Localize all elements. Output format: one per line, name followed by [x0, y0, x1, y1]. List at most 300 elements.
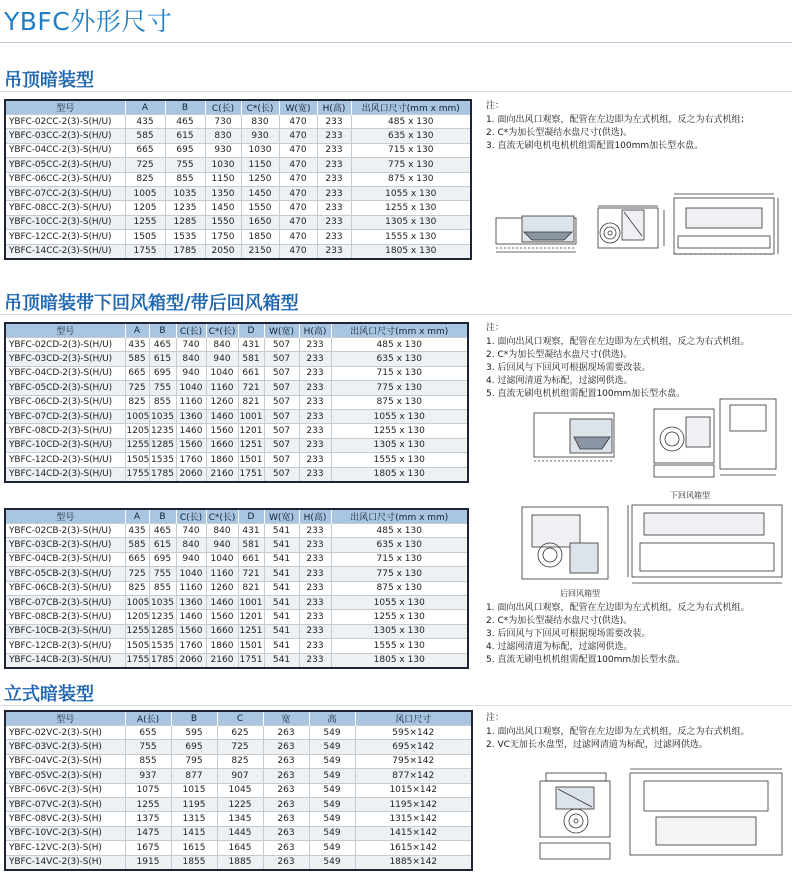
value-cell: 595×142	[355, 726, 472, 740]
value-cell: 585	[125, 129, 165, 143]
section-title-return-box: 吊顶暗装带下回风箱型/带后回风箱型	[4, 293, 299, 314]
notes-title: 注：	[486, 713, 505, 723]
model-cell: YBFC-07CD-2(3)-S(H/U)	[5, 409, 125, 423]
value-cell: 940	[206, 538, 238, 552]
value-cell: 635 x 130	[351, 129, 471, 143]
model-cell: YBFC-05CC-2(3)-S(H/U)	[5, 158, 125, 172]
section-divider	[0, 705, 792, 706]
table-row	[5, 595, 468, 609]
column-header: 出风口尺寸(mm x mm)	[331, 323, 468, 338]
value-cell: 775 x 130	[331, 567, 468, 581]
value-cell: 1855	[171, 855, 217, 870]
table-row	[5, 624, 468, 638]
table-row	[5, 754, 472, 768]
table-header-row	[5, 509, 468, 524]
rear-return-drawing	[514, 503, 786, 587]
table-row	[5, 855, 472, 870]
column-header: 宽	[263, 711, 309, 726]
note-item: 2. C*为加长型凝结水盘尺寸(供选)。	[486, 350, 633, 360]
value-cell: 1860	[206, 639, 238, 653]
value-cell: 830	[205, 129, 241, 143]
value-cell: 715 x 130	[331, 552, 468, 566]
value-cell: 507	[264, 338, 299, 352]
value-cell: 1885	[217, 855, 263, 870]
value-cell: 821	[238, 395, 264, 409]
table-row	[5, 726, 472, 740]
value-cell: 1005	[125, 409, 149, 423]
value-cell: 1915	[125, 855, 171, 870]
value-cell: 431	[238, 338, 264, 352]
unit-side-drawing	[494, 188, 784, 268]
value-cell: 507	[264, 424, 299, 438]
table-row	[5, 826, 472, 840]
value-cell: 1805 x 130	[351, 244, 471, 259]
value-cell: 661	[238, 366, 264, 380]
value-cell: 263	[263, 812, 309, 826]
value-cell: 1055 x 130	[331, 409, 468, 423]
value-cell: 585	[125, 538, 149, 552]
value-cell: 2150	[241, 244, 279, 259]
value-cell: 1360	[176, 409, 206, 423]
value-cell: 875 x 130	[331, 395, 468, 409]
value-cell: 233	[299, 352, 331, 366]
value-cell: 465	[165, 115, 205, 129]
table-row	[5, 769, 472, 783]
note-item: 5. 直流无刷电机机组需配置100mm加长型水盘。	[486, 389, 686, 399]
table-row	[5, 639, 468, 653]
value-cell: 1285	[165, 215, 205, 229]
value-cell: 507	[264, 366, 299, 380]
value-cell: 233	[317, 115, 351, 129]
value-cell: 1030	[205, 158, 241, 172]
value-cell: 1785	[149, 467, 176, 482]
value-cell: 541	[264, 538, 299, 552]
model-cell: YBFC-06CD-2(3)-S(H/U)	[5, 395, 125, 409]
value-cell: 655	[125, 726, 171, 740]
model-cell: YBFC-07CC-2(3)-S(H/U)	[5, 186, 125, 200]
value-cell: 1035	[149, 595, 176, 609]
value-cell: 825	[125, 395, 149, 409]
value-cell: 1205	[125, 610, 149, 624]
column-header: 型号	[5, 509, 125, 524]
note-item: 2. C*为加长型凝结水盘尺寸(供选)。	[486, 616, 633, 626]
value-cell: 615	[165, 129, 205, 143]
value-cell: 695	[149, 366, 176, 380]
value-cell: 1255 x 130	[331, 610, 468, 624]
value-cell: 1860	[206, 453, 238, 467]
value-cell: 233	[299, 567, 331, 581]
value-cell: 233	[317, 230, 351, 244]
value-cell: 1550	[205, 215, 241, 229]
value-cell: 470	[279, 230, 317, 244]
value-cell: 625	[217, 726, 263, 740]
value-cell: 1345	[217, 812, 263, 826]
value-cell: 755	[165, 158, 205, 172]
table-row	[5, 215, 471, 229]
value-cell: 1315	[171, 812, 217, 826]
value-cell: 233	[299, 467, 331, 482]
value-cell: 930	[241, 129, 279, 143]
model-cell: YBFC-10CD-2(3)-S(H/U)	[5, 438, 125, 452]
table-header-row	[5, 323, 468, 338]
value-cell: 470	[279, 215, 317, 229]
table-row	[5, 230, 471, 244]
value-cell: 549	[309, 841, 355, 855]
value-cell: 1040	[206, 552, 238, 566]
note-item: 5. 直流无刷电机机组需配置100mm加长型水盘。	[486, 655, 686, 665]
model-cell: YBFC-04CB-2(3)-S(H/U)	[5, 552, 125, 566]
column-header: C(长)	[205, 100, 241, 115]
model-cell: YBFC-12CD-2(3)-S(H/U)	[5, 453, 125, 467]
value-cell: 233	[299, 409, 331, 423]
value-cell: 1475	[125, 826, 171, 840]
value-cell: 1015×142	[355, 783, 472, 797]
value-cell: 1460	[176, 610, 206, 624]
spec-table-ceiling-concealed	[4, 99, 472, 260]
page-title: YBFC外形尺寸	[4, 7, 173, 36]
table-row	[5, 186, 471, 200]
model-cell: YBFC-02CB-2(3)-S(H/U)	[5, 524, 125, 538]
value-cell: 875 x 130	[351, 172, 471, 186]
model-cell: YBFC-05CB-2(3)-S(H/U)	[5, 567, 125, 581]
table-header-row	[5, 711, 472, 726]
table-row	[5, 409, 468, 423]
model-cell: YBFC-14VC-2(3)-S(H)	[5, 855, 125, 870]
value-cell: 541	[264, 524, 299, 538]
value-cell: 233	[299, 366, 331, 380]
value-cell: 541	[264, 567, 299, 581]
value-cell: 485 x 130	[331, 338, 468, 352]
column-header: H(高)	[299, 509, 331, 524]
model-cell: YBFC-06CB-2(3)-S(H/U)	[5, 581, 125, 595]
notes-title: 注：	[486, 323, 505, 333]
value-cell: 549	[309, 783, 355, 797]
model-cell: YBFC-14CC-2(3)-S(H/U)	[5, 244, 125, 259]
value-cell: 940	[176, 366, 206, 380]
model-cell: YBFC-10VC-2(3)-S(H)	[5, 826, 125, 840]
table-row	[5, 467, 468, 482]
value-cell: 263	[263, 797, 309, 811]
value-cell: 585	[125, 352, 149, 366]
notes-rear-return	[486, 602, 749, 667]
notes-return-box	[486, 322, 749, 401]
value-cell: 549	[309, 726, 355, 740]
value-cell: 549	[309, 754, 355, 768]
value-cell: 233	[299, 653, 331, 668]
column-header: B	[171, 711, 217, 726]
value-cell: 470	[279, 158, 317, 172]
value-cell: 725	[125, 567, 149, 581]
value-cell: 1755	[125, 244, 165, 259]
value-cell: 1045	[217, 783, 263, 797]
table-row	[5, 783, 472, 797]
value-cell: 470	[279, 143, 317, 157]
model-cell: YBFC-08CD-2(3)-S(H/U)	[5, 424, 125, 438]
table-row	[5, 352, 468, 366]
value-cell: 233	[317, 201, 351, 215]
model-cell: YBFC-03CC-2(3)-S(H/U)	[5, 129, 125, 143]
value-cell: 1755	[125, 653, 149, 668]
value-cell: 715 x 130	[351, 143, 471, 157]
value-cell: 1255	[125, 438, 149, 452]
model-cell: YBFC-10CC-2(3)-S(H/U)	[5, 215, 125, 229]
value-cell: 1160	[206, 567, 238, 581]
value-cell: 233	[317, 215, 351, 229]
value-cell: 2050	[205, 244, 241, 259]
table-row	[5, 740, 472, 754]
section-divider	[0, 91, 792, 92]
value-cell: 233	[299, 424, 331, 438]
value-cell: 1255 x 130	[331, 424, 468, 438]
value-cell: 825	[125, 172, 165, 186]
value-cell: 1195	[171, 797, 217, 811]
model-cell: YBFC-08CB-2(3)-S(H/U)	[5, 610, 125, 624]
value-cell: 635 x 130	[331, 538, 468, 552]
value-cell: 1760	[176, 453, 206, 467]
title-divider	[0, 42, 792, 43]
value-cell: 1660	[206, 624, 238, 638]
value-cell: 1235	[165, 201, 205, 215]
value-cell: 1885×142	[355, 855, 472, 870]
value-cell: 2160	[206, 467, 238, 482]
value-cell: 1555 x 130	[331, 639, 468, 653]
value-cell: 465	[149, 338, 176, 352]
table-row	[5, 143, 471, 157]
value-cell: 233	[299, 453, 331, 467]
value-cell: 877	[171, 769, 217, 783]
table-row	[5, 797, 472, 811]
section-title-ceiling-concealed: 吊顶暗装型	[4, 70, 94, 91]
model-cell: YBFC-07VC-2(3)-S(H)	[5, 797, 125, 811]
value-cell: 2160	[206, 653, 238, 668]
column-header: H(高)	[299, 323, 331, 338]
value-cell: 233	[299, 338, 331, 352]
value-cell: 1760	[176, 639, 206, 653]
model-cell: YBFC-14CB-2(3)-S(H/U)	[5, 653, 125, 668]
model-cell: YBFC-05VC-2(3)-S(H)	[5, 769, 125, 783]
value-cell: 595	[171, 726, 217, 740]
value-cell: 1650	[241, 215, 279, 229]
value-cell: 1505	[125, 639, 149, 653]
model-cell: YBFC-05CD-2(3)-S(H/U)	[5, 381, 125, 395]
table-row	[5, 538, 468, 552]
note-item: 3. 后回风与下回风可根据现场需要改装。	[486, 629, 651, 639]
table-row	[5, 424, 468, 438]
value-cell: 695	[165, 143, 205, 157]
value-cell: 485 x 130	[331, 524, 468, 538]
spec-table-vertical-concealed	[4, 710, 473, 871]
value-cell: 507	[264, 352, 299, 366]
value-cell: 1350	[205, 186, 241, 200]
value-cell: 940	[176, 552, 206, 566]
value-cell: 1315×142	[355, 812, 472, 826]
value-cell: 1225	[217, 797, 263, 811]
value-cell: 1675	[125, 841, 171, 855]
table-row	[5, 244, 471, 259]
value-cell: 233	[317, 186, 351, 200]
model-cell: YBFC-06CC-2(3)-S(H/U)	[5, 172, 125, 186]
table-row	[5, 453, 468, 467]
value-cell: 541	[264, 552, 299, 566]
value-cell: 1550	[241, 201, 279, 215]
value-cell: 470	[279, 129, 317, 143]
value-cell: 1205	[125, 201, 165, 215]
value-cell: 1560	[206, 610, 238, 624]
value-cell: 795×142	[355, 754, 472, 768]
value-cell: 1305 x 130	[331, 624, 468, 638]
value-cell: 825	[125, 581, 149, 595]
column-header: W(宽)	[264, 509, 299, 524]
model-cell: YBFC-12CB-2(3)-S(H/U)	[5, 639, 125, 653]
value-cell: 1850	[241, 230, 279, 244]
value-cell: 695	[149, 552, 176, 566]
value-cell: 1251	[238, 624, 264, 638]
value-cell: 1005	[125, 186, 165, 200]
value-cell: 1040	[176, 381, 206, 395]
model-cell: YBFC-03CB-2(3)-S(H/U)	[5, 538, 125, 552]
value-cell: 1785	[149, 653, 176, 668]
note-item: 2. VC无加长水盘型，过滤网清道为标配，过滤网供选。	[486, 740, 708, 750]
value-cell: 721	[238, 381, 264, 395]
value-cell: 470	[279, 115, 317, 129]
value-cell: 263	[263, 769, 309, 783]
value-cell: 263	[263, 826, 309, 840]
column-header: C(长)	[176, 509, 206, 524]
column-header: D	[238, 509, 264, 524]
table-row	[5, 438, 468, 452]
value-cell: 263	[263, 726, 309, 740]
value-cell: 541	[264, 653, 299, 668]
caption-rear-return: 后回风箱型	[560, 589, 600, 598]
value-cell: 1075	[125, 783, 171, 797]
value-cell: 665	[125, 143, 165, 157]
value-cell: 821	[238, 581, 264, 595]
value-cell: 1195×142	[355, 797, 472, 811]
value-cell: 1501	[238, 639, 264, 653]
column-header: B	[149, 509, 176, 524]
column-header: 出风口尺寸(mm x mm)	[331, 509, 468, 524]
vertical-unit-drawing	[534, 765, 786, 865]
value-cell: 2060	[176, 467, 206, 482]
bottom-return-drawing	[530, 395, 780, 485]
table-row	[5, 653, 468, 668]
value-cell: 1460	[206, 409, 238, 423]
value-cell: 1150	[241, 158, 279, 172]
value-cell: 431	[238, 524, 264, 538]
value-cell: 1751	[238, 467, 264, 482]
value-cell: 233	[299, 524, 331, 538]
value-cell: 1645	[217, 841, 263, 855]
value-cell: 1160	[176, 581, 206, 595]
value-cell: 233	[317, 172, 351, 186]
value-cell: 549	[309, 812, 355, 826]
value-cell: 233	[299, 395, 331, 409]
value-cell: 233	[299, 581, 331, 595]
value-cell: 1005	[125, 595, 149, 609]
value-cell: 1660	[206, 438, 238, 452]
value-cell: 507	[264, 467, 299, 482]
value-cell: 1501	[238, 453, 264, 467]
value-cell: 507	[264, 453, 299, 467]
value-cell: 1040	[176, 567, 206, 581]
value-cell: 721	[238, 567, 264, 581]
value-cell: 1360	[176, 595, 206, 609]
value-cell: 1235	[149, 610, 176, 624]
value-cell: 825	[217, 754, 263, 768]
model-cell: YBFC-02CC-2(3)-S(H/U)	[5, 115, 125, 129]
table-row	[5, 381, 468, 395]
value-cell: 875 x 130	[331, 581, 468, 595]
column-header: H(高)	[317, 100, 351, 115]
notes-title: 注：	[486, 101, 505, 111]
value-cell: 233	[299, 639, 331, 653]
table-row	[5, 841, 472, 855]
value-cell: 1035	[149, 409, 176, 423]
value-cell: 907	[217, 769, 263, 783]
value-cell: 840	[176, 352, 206, 366]
value-cell: 1255	[125, 215, 165, 229]
column-header: A	[125, 323, 149, 338]
column-header: C*(长)	[241, 100, 279, 115]
value-cell: 541	[264, 639, 299, 653]
value-cell: 2060	[176, 653, 206, 668]
value-cell: 581	[238, 538, 264, 552]
value-cell: 1285	[149, 438, 176, 452]
value-cell: 715 x 130	[331, 366, 468, 380]
value-cell: 1805 x 130	[331, 467, 468, 482]
table-row	[5, 129, 471, 143]
value-cell: 1450	[205, 201, 241, 215]
value-cell: 1375	[125, 812, 171, 826]
value-cell: 1055 x 130	[331, 595, 468, 609]
value-cell: 1030	[241, 143, 279, 157]
note-item: 4. 过滤网清道为标配，过滤网供选。	[486, 376, 633, 386]
value-cell: 549	[309, 769, 355, 783]
note-item: 1. 面向出风口观察，配管在左边即为左式机组，反之为右式机组。	[486, 337, 750, 347]
column-header: 型号	[5, 323, 125, 338]
value-cell: 233	[299, 552, 331, 566]
column-header: C*(长)	[206, 323, 238, 338]
column-header: 出风口尺寸(mm x mm)	[351, 100, 471, 115]
value-cell: 665	[125, 552, 149, 566]
column-header: 型号	[5, 711, 125, 726]
value-cell: 1450	[241, 186, 279, 200]
value-cell: 877×142	[355, 769, 472, 783]
value-cell: 1750	[205, 230, 241, 244]
column-header: C*(长)	[206, 509, 238, 524]
notes-vertical-concealed	[486, 712, 749, 752]
value-cell: 1560	[206, 424, 238, 438]
value-cell: 695	[171, 740, 217, 754]
value-cell: 263	[263, 754, 309, 768]
value-cell: 435	[125, 338, 149, 352]
value-cell: 1251	[238, 438, 264, 452]
value-cell: 1160	[206, 381, 238, 395]
value-cell: 1250	[241, 172, 279, 186]
model-cell: YBFC-03VC-2(3)-S(H)	[5, 740, 125, 754]
value-cell: 233	[317, 143, 351, 157]
value-cell: 1615	[171, 841, 217, 855]
column-header: A(长)	[125, 711, 171, 726]
column-header: 风口尺寸	[355, 711, 472, 726]
value-cell: 1560	[176, 438, 206, 452]
table-row	[5, 610, 468, 624]
model-cell: YBFC-02VC-2(3)-S(H)	[5, 726, 125, 740]
model-cell: YBFC-04VC-2(3)-S(H)	[5, 754, 125, 768]
value-cell: 549	[309, 826, 355, 840]
value-cell: 549	[309, 797, 355, 811]
value-cell: 1560	[176, 624, 206, 638]
